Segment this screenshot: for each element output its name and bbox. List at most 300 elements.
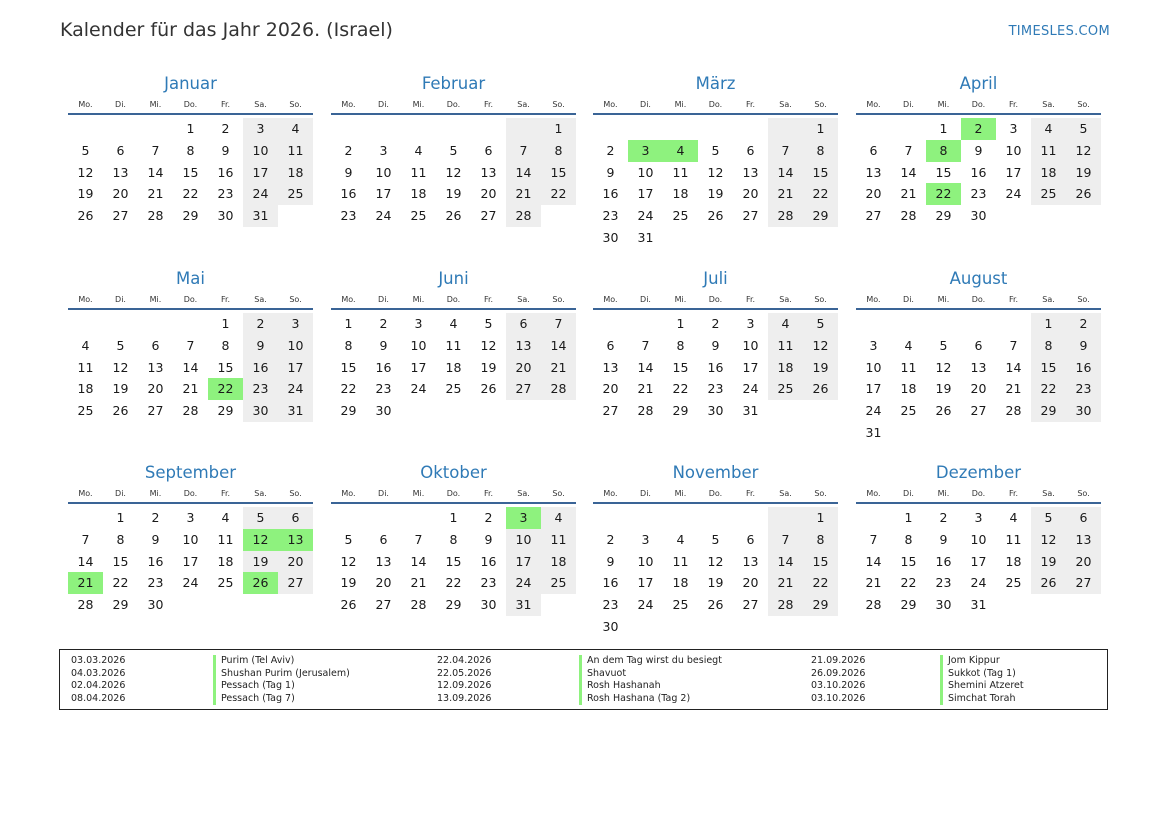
day-cell: 17 [865,381,882,397]
empty-cell [996,422,1031,444]
legend-date: 08.04.2026 [71,692,126,704]
day-cell: 17 [375,186,392,202]
days-grid [68,313,313,422]
weekday-header [68,295,313,310]
day-cell: 14 [865,553,882,569]
day-cell: 6 [746,142,755,158]
empty-cell [698,227,733,249]
day-cell: 5 [1066,118,1101,140]
weekday-label: Di. [378,100,389,109]
month-name: April [959,74,998,93]
day-cell: 19 [1066,162,1101,184]
days-grid [68,118,313,227]
day-cell: 26 [77,208,94,224]
empty-cell [733,118,768,140]
day-cell: 7 [541,313,576,335]
day-cell: 3 [628,140,663,162]
day-cell: 11 [900,359,917,375]
weekday-label: Mi. [149,295,162,304]
weekday-label: Sa. [517,100,530,109]
day-cell: 12 [803,335,838,357]
day-cell: 29 [445,597,462,613]
day-cell: 17 [742,359,759,375]
month-name: Februar [421,74,486,93]
day-cell: 27 [742,208,759,224]
day-cell: 17 [182,553,199,569]
day-cell: 17 [637,575,654,591]
day-cell: 3 [278,313,313,335]
month-name: Januar [164,74,217,93]
weekday-header [856,295,1101,310]
day-cell: 25 [541,572,576,594]
day-cell: 29 [900,597,917,613]
day-cell: 22 [1031,378,1066,400]
day-cell: 19 [1031,551,1066,573]
day-cell: 27 [147,403,164,419]
day-cell: 6 [974,337,983,353]
day-cell: 12 [1066,140,1101,162]
day-cell: 20 [865,186,882,202]
day-cell: 10 [506,529,541,551]
day-cell: 27 [506,378,541,400]
day-cell: 13 [742,164,759,180]
day-cell: 22 [803,572,838,594]
empty-cell [593,313,628,335]
empty-cell [961,313,996,335]
page-title: Kalender für das Jahr 2026. (Israel) [60,19,393,41]
day-cell: 4 [676,531,685,547]
day-cell: 25 [768,378,803,400]
day-cell: 11 [672,553,689,569]
day-cell: 16 [480,553,497,569]
day-cell: 7 [151,142,160,158]
weekday-label: Fr. [745,295,756,304]
day-cell: 31 [278,400,313,422]
day-cell: 20 [480,186,497,202]
weekday-label: So. [289,295,302,304]
day-cell: 18 [672,186,689,202]
day-cell: 26 [445,208,462,224]
month-4 [68,269,313,422]
day-cell: 20 [506,357,541,379]
day-cell: 5 [939,337,948,353]
day-cell: 8 [926,140,961,162]
empty-cell [996,205,1031,227]
weekday-label: Mi. [149,489,162,498]
day-cell: 22 [803,183,838,205]
day-cell: 1 [541,118,576,140]
day-cell: 19 [707,186,724,202]
weekday-label: Fr. [1008,295,1019,304]
empty-cell [243,594,278,616]
weekday-label: Do. [446,295,461,304]
day-cell: 1 [939,121,948,136]
day-cell: 22 [926,183,961,205]
month-name: August [949,269,1008,288]
month-1 [331,74,576,227]
day-cell: 26 [340,597,357,613]
day-cell: 24 [506,572,541,594]
weekday-label: Di. [640,295,651,304]
day-cell: 6 [1066,507,1101,529]
days-grid [593,507,838,638]
day-cell: 4 [768,313,803,335]
day-cell: 18 [1031,162,1066,184]
day-cell: 1 [116,510,125,525]
day-cell: 7 [641,337,650,353]
day-cell: 14 [147,164,164,180]
day-cell: 8 [541,140,576,162]
empty-cell [768,227,803,249]
day-cell: 3 [641,531,650,547]
day-cell: 20 [1066,551,1101,573]
day-cell: 27 [602,403,619,419]
day-cell: 30 [935,597,952,613]
weekday-label: Fr. [220,100,231,109]
day-cell: 12 [707,553,724,569]
day-cell: 18 [278,162,313,184]
empty-cell [698,616,733,638]
weekday-label: Mo. [603,489,618,498]
day-cell: 28 [637,403,654,419]
day-cell: 3 [1009,121,1018,136]
day-cell: 18 [77,381,94,397]
empty-cell [541,400,576,422]
legend-date: 26.09.2026 [811,667,866,679]
day-cell: 22 [112,575,129,591]
empty-cell [768,118,803,140]
day-cell: 28 [147,208,164,224]
weekday-label: Do. [708,295,723,304]
day-cell: 21 [410,575,427,591]
legend-holiday-name: Pessach (Tag 7) [213,693,295,706]
legend-holiday-name: Jom Kippur [940,655,1000,668]
month-2 [593,74,838,249]
day-cell: 3 [414,316,423,331]
day-cell: 26 [480,381,497,397]
day-cell: 21 [1005,381,1022,397]
weekday-label: Sa. [517,295,530,304]
day-cell: 12 [340,553,357,569]
weekday-header [331,489,576,504]
legend-holiday-name: Rosh Hashana (Tag 2) [579,693,690,706]
day-cell: 19 [445,186,462,202]
day-cell: 28 [1005,403,1022,419]
day-cell: 6 [746,531,755,547]
day-cell: 26 [803,378,838,400]
empty-cell [768,400,803,422]
day-cell: 27 [742,597,759,613]
day-cell: 14 [541,335,576,357]
day-cell: 10 [970,531,987,547]
legend-holiday-name: Pessach (Tag 1) [213,680,295,693]
day-cell: 28 [541,378,576,400]
weekday-label: So. [552,489,565,498]
weekday-label: Fr. [745,489,756,498]
day-cell: 9 [974,142,983,158]
day-cell: 17 [970,553,987,569]
day-cell: 21 [147,186,164,202]
weekday-header [856,100,1101,115]
weekday-label: Sa. [254,489,267,498]
day-cell: 18 [445,359,462,375]
empty-cell [1066,205,1101,227]
weekday-label: Do. [708,489,723,498]
day-cell: 22 [541,183,576,205]
empty-cell [733,616,768,638]
day-cell: 12 [445,164,462,180]
day-cell: 9 [711,337,720,353]
day-cell: 7 [414,531,423,547]
day-cell: 5 [116,337,125,353]
day-cell: 2 [961,118,996,140]
weekday-label: Mi. [412,489,425,498]
day-cell: 5 [344,531,353,547]
day-cell: 15 [112,553,129,569]
day-cell: 26 [112,403,129,419]
empty-cell [733,507,768,529]
weekday-label: Mi. [674,100,687,109]
empty-cell [698,118,733,140]
day-cell: 29 [935,208,952,224]
day-cell: 9 [606,553,615,569]
empty-cell [891,313,926,335]
empty-cell [803,227,838,249]
day-cell: 17 [506,551,541,573]
day-cell: 3 [186,510,195,525]
day-cell: 13 [970,359,987,375]
day-cell: 2 [1066,313,1101,335]
weekday-label: So. [1077,295,1090,304]
weekday-label: Do. [971,100,986,109]
empty-cell [663,227,698,249]
legend-date: 21.09.2026 [811,655,866,666]
day-cell: 2 [484,510,493,525]
day-cell: 16 [970,164,987,180]
day-cell: 2 [711,316,720,331]
day-cell: 16 [243,357,278,379]
day-cell: 5 [1031,507,1066,529]
day-cell: 12 [77,164,94,180]
weekday-label: Sa. [1042,295,1055,304]
weekday-label: Do. [446,489,461,498]
weekday-header [593,295,838,310]
day-cell: 15 [217,359,234,375]
day-cell: 17 [278,357,313,379]
weekday-header [331,100,576,115]
day-cell: 25 [278,183,313,205]
day-cell: 6 [869,142,878,158]
day-cell: 20 [375,575,392,591]
empty-cell [593,507,628,529]
day-cell: 24 [375,208,392,224]
day-cell: 28 [768,205,803,227]
day-cell: 31 [970,597,987,613]
empty-cell [856,118,891,140]
day-cell: 18 [900,381,917,397]
day-cell: 7 [1009,337,1018,353]
weekday-label: Sa. [1042,100,1055,109]
day-cell: 7 [768,140,803,162]
weekday-label: Mo. [603,100,618,109]
day-cell: 8 [186,142,195,158]
day-cell: 27 [865,208,882,224]
day-cell: 27 [970,403,987,419]
empty-cell [768,616,803,638]
day-cell: 14 [1005,359,1022,375]
day-cell: 5 [449,142,458,158]
weekday-label: Fr. [745,100,756,109]
weekday-label: Di. [903,295,914,304]
day-cell: 11 [1031,140,1066,162]
day-cell: 25 [217,575,234,591]
weekday-label: Di. [115,489,126,498]
day-cell: 6 [278,507,313,529]
day-cell: 20 [278,551,313,573]
empty-cell [401,118,436,140]
day-cell: 30 [147,597,164,613]
day-cell: 27 [278,572,313,594]
day-cell: 1 [904,510,913,525]
empty-cell [803,400,838,422]
empty-cell [593,118,628,140]
weekday-label: Do. [971,295,986,304]
day-cell: 10 [637,164,654,180]
day-cell: 15 [672,359,689,375]
empty-cell [996,594,1031,616]
empty-cell [628,507,663,529]
day-cell: 29 [217,403,234,419]
day-cell: 9 [379,337,388,353]
days-grid [593,313,838,422]
day-cell: 27 [375,597,392,613]
day-cell: 17 [637,186,654,202]
day-cell: 23 [602,208,619,224]
day-cell: 9 [1066,335,1101,357]
empty-cell [1031,594,1066,616]
legend-date: 22.05.2026 [437,667,492,679]
empty-cell [891,422,926,444]
weekday-header [68,100,313,115]
day-cell: 27 [480,208,497,224]
day-cell: 8 [803,529,838,551]
day-cell: 14 [410,553,427,569]
day-cell: 12 [480,337,497,353]
empty-cell [628,313,663,335]
day-cell: 4 [221,510,230,525]
day-cell: 11 [541,529,576,551]
weekday-label: Mo. [603,295,618,304]
day-cell: 14 [900,164,917,180]
day-cell: 16 [375,359,392,375]
day-cell: 17 [1005,164,1022,180]
legend-holiday-name: Shavuot [579,668,626,681]
day-cell: 20 [147,381,164,397]
weekday-label: Mo. [78,100,93,109]
day-cell: 4 [1009,510,1018,525]
day-cell: 1 [449,510,458,525]
day-cell: 31 [742,403,759,419]
day-cell: 6 [116,142,125,158]
weekday-label: Fr. [483,100,494,109]
day-cell: 10 [410,337,427,353]
empty-cell [663,118,698,140]
weekday-label: Fr. [483,295,494,304]
day-cell: 26 [707,208,724,224]
day-cell: 10 [182,531,199,547]
day-cell: 8 [221,337,230,353]
day-cell: 3 [506,507,541,529]
empty-cell [366,507,401,529]
day-cell: 23 [147,575,164,591]
day-cell: 2 [151,510,160,525]
day-cell: 11 [672,164,689,180]
day-cell: 2 [243,313,278,335]
empty-cell [366,118,401,140]
empty-cell [138,313,173,335]
legend-date: 22.04.2026 [437,655,492,666]
day-cell: 12 [935,359,952,375]
day-cell: 4 [414,142,423,158]
month-11 [856,463,1101,616]
day-cell: 2 [939,510,948,525]
day-cell: 15 [900,553,917,569]
legend-holiday-name: Purim (Tel Aviv) [213,655,294,668]
weekday-label: Fr. [220,489,231,498]
month-name: September [144,463,237,482]
day-cell: 26 [1031,572,1066,594]
empty-cell [173,313,208,335]
day-cell: 25 [1005,575,1022,591]
site-link[interactable]: TIMESLES.COM [1008,24,1110,39]
weekday-label: Sa. [779,295,792,304]
empty-cell [628,616,663,638]
day-cell: 28 [506,205,541,227]
weekday-label: Mo. [341,295,356,304]
day-cell: 10 [742,337,759,353]
month-name: Juni [438,269,469,288]
empty-cell [68,313,103,335]
day-cell: 28 [865,597,882,613]
weekday-header [68,489,313,504]
day-cell: 23 [602,597,619,613]
day-cell: 3 [379,142,388,158]
weekday-label: Do. [971,489,986,498]
legend-holiday-name: Simchat Torah [940,693,1015,706]
day-cell: 13 [112,164,129,180]
day-cell: 3 [869,337,878,353]
day-cell: 15 [182,164,199,180]
month-6 [593,269,838,422]
day-cell: 30 [217,208,234,224]
empty-cell [278,205,313,227]
day-cell: 12 [1031,529,1066,551]
weekday-label: Mi. [937,100,950,109]
day-cell: 12 [112,359,129,375]
day-cell: 17 [243,162,278,184]
day-cell: 23 [217,186,234,202]
day-cell: 9 [221,142,230,158]
day-cell: 14 [768,162,803,184]
days-grid [331,313,576,422]
day-cell: 8 [449,531,458,547]
day-cell: 4 [81,337,90,353]
day-cell: 12 [243,529,278,551]
day-cell: 30 [375,403,392,419]
empty-cell [856,507,891,529]
weekday-label: Di. [115,100,126,109]
day-cell: 10 [278,335,313,357]
